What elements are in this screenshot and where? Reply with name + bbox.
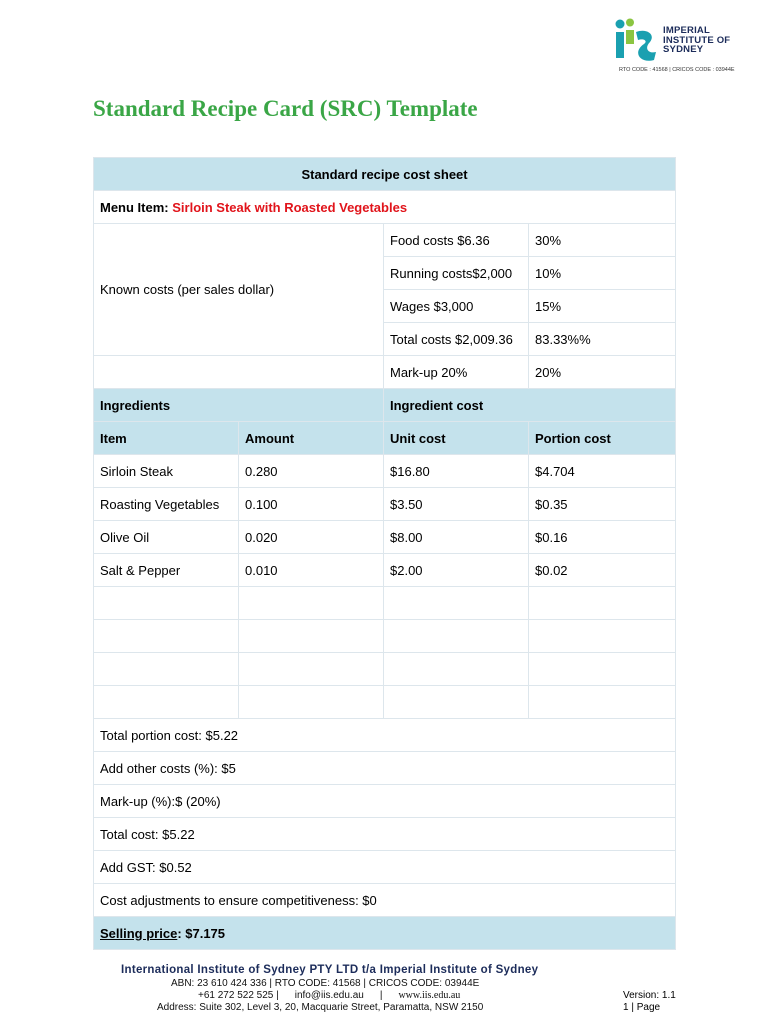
empty-cell: [239, 620, 384, 653]
ingredient-row: [94, 455, 676, 488]
recipe-cost-table: [93, 157, 676, 950]
summary-row: [94, 818, 676, 851]
empty-cell: [94, 587, 239, 620]
known-costs-label: Known costs (per sales dollar): [94, 224, 384, 356]
empty-row: [94, 686, 676, 719]
page-title: Standard Recipe Card (SRC) Template: [93, 96, 478, 121]
empty-cell: [529, 587, 676, 620]
empty-cell: [239, 686, 384, 719]
empty-row: [94, 587, 676, 620]
known-cost-row: [94, 224, 676, 257]
ingredient-portion-cost: $4.704: [529, 455, 676, 488]
known-cost-label: Total costs $2,009.36: [384, 323, 529, 356]
known-cost-pct: 10%: [529, 257, 676, 290]
summary-row: [94, 752, 676, 785]
ingredient-portion-cost: $0.16: [529, 521, 676, 554]
known-cost-pct: 15%: [529, 290, 676, 323]
footer-page-number: 1 | Page: [623, 1002, 661, 1013]
known-cost-pct: 20%: [529, 356, 676, 389]
ingredient-unit-cost: $8.00: [384, 521, 529, 554]
sheet-header-row: [94, 158, 676, 191]
known-cost-row: [94, 356, 676, 389]
sheet-header: Standard recipe cost sheet: [94, 158, 676, 191]
empty-cell: [94, 686, 239, 719]
ingredient-amount: 0.010: [239, 554, 384, 587]
footer-abn: ABN: 23 610 424 336 | RTO CODE: 41568 | CRICOS CODE: 03944E: [171, 978, 480, 989]
summary-row: [94, 851, 676, 884]
ingredient-cost-heading: Ingredient cost: [384, 389, 676, 422]
footer-contacts: [198, 990, 460, 1001]
column-header-row: [94, 422, 676, 455]
logo-mark-icon: [614, 18, 658, 62]
ingredient-amount: 0.100: [239, 488, 384, 521]
known-cost-pct: 30%: [529, 224, 676, 257]
empty-cell: [384, 620, 529, 653]
column-header-item: Item: [94, 422, 239, 455]
column-header-unit-cost: Unit cost: [384, 422, 529, 455]
ingredient-row: [94, 554, 676, 587]
logo-codes: RTO CODE : 41568 | CRICOS CODE : 03944E: [619, 67, 735, 73]
logo-wordmark: [663, 26, 730, 55]
empty-row: [94, 620, 676, 653]
ingredient-row: [94, 488, 676, 521]
ingredient-row: [94, 521, 676, 554]
known-cost-label: Food costs $6.36: [384, 224, 529, 257]
footer-company: International Institute of Sydney PTY LTD t/a Imperial Institute of Sydney: [121, 964, 539, 976]
menu-item-row: [94, 191, 676, 224]
total-cost: Total cost: $5.22: [94, 818, 676, 851]
known-cost-pct: 83.33%%: [529, 323, 676, 356]
empty-cell: [94, 356, 384, 389]
summary-row: [94, 884, 676, 917]
menu-item-value: Sirloin Steak with Roasted Vegetables: [172, 199, 408, 215]
selling-price-cell: [94, 917, 676, 950]
empty-cell: [239, 587, 384, 620]
ingredient-item: Salt & Pepper: [94, 554, 239, 587]
ingredient-item: Roasting Vegetables: [94, 488, 239, 521]
selling-price-row: [94, 917, 676, 950]
ingredient-portion-cost: $0.35: [529, 488, 676, 521]
ingredient-unit-cost: $3.50: [384, 488, 529, 521]
other-costs: Add other costs (%): $5: [94, 752, 676, 785]
footer-version: Version: 1.1: [623, 990, 676, 1001]
empty-cell: [239, 653, 384, 686]
empty-cell: [529, 620, 676, 653]
ingredient-item: Olive Oil: [94, 521, 239, 554]
logo-line-2: INSTITUTE OF: [663, 34, 731, 46]
selling-price-value: : $7.175: [177, 925, 226, 941]
ingredients-heading: Ingredients: [94, 389, 384, 422]
footer-email[interactable]: info@iis.edu.au: [294, 990, 364, 1001]
footer-address: Address: Suite 302, Level 3, 20, Macquarie Street, Paramatta, NSW 2150: [157, 1002, 484, 1013]
menu-item-label: Menu Item:: [100, 199, 169, 215]
total-portion-cost: Total portion cost: $5.22: [94, 719, 676, 752]
column-header-amount: Amount: [239, 422, 384, 455]
section-heading-row: [94, 389, 676, 422]
selling-price-label: Selling price: [100, 925, 178, 941]
summary-row: [94, 719, 676, 752]
institute-logo: [614, 18, 744, 78]
known-cost-label: Wages $3,000: [384, 290, 529, 323]
add-gst: Add GST: $0.52: [94, 851, 676, 884]
footer-website[interactable]: www.iis.edu.au: [398, 990, 461, 1001]
ingredient-amount: 0.020: [239, 521, 384, 554]
ingredient-unit-cost: $2.00: [384, 554, 529, 587]
empty-cell: [94, 653, 239, 686]
empty-cell: [94, 620, 239, 653]
mark-up: Mark-up (%):$ (20%): [94, 785, 676, 818]
menu-item-cell: [94, 191, 676, 224]
summary-row: [94, 785, 676, 818]
empty-cell: [529, 653, 676, 686]
footer-pipe: |: [379, 990, 383, 1001]
known-cost-label: Mark-up 20%: [384, 356, 529, 389]
footer-phone: +61 272 522 525 |: [198, 990, 279, 1001]
empty-row: [94, 653, 676, 686]
empty-cell: [529, 686, 676, 719]
logo-line-3: SYDNEY: [663, 44, 704, 55]
ingredient-item: Sirloin Steak: [94, 455, 239, 488]
empty-cell: [384, 653, 529, 686]
cost-adjustments: Cost adjustments to ensure competitiveness: $0: [94, 884, 676, 917]
empty-cell: [384, 587, 529, 620]
logo-line-1: IMPERIAL: [663, 25, 710, 36]
empty-cell: [384, 686, 529, 719]
ingredient-amount: 0.280: [239, 455, 384, 488]
known-cost-label: Running costs$2,000: [384, 257, 529, 290]
ingredient-unit-cost: $16.80: [384, 455, 529, 488]
ingredient-portion-cost: $0.02: [529, 554, 676, 587]
column-header-portion-cost: Portion cost: [529, 422, 676, 455]
